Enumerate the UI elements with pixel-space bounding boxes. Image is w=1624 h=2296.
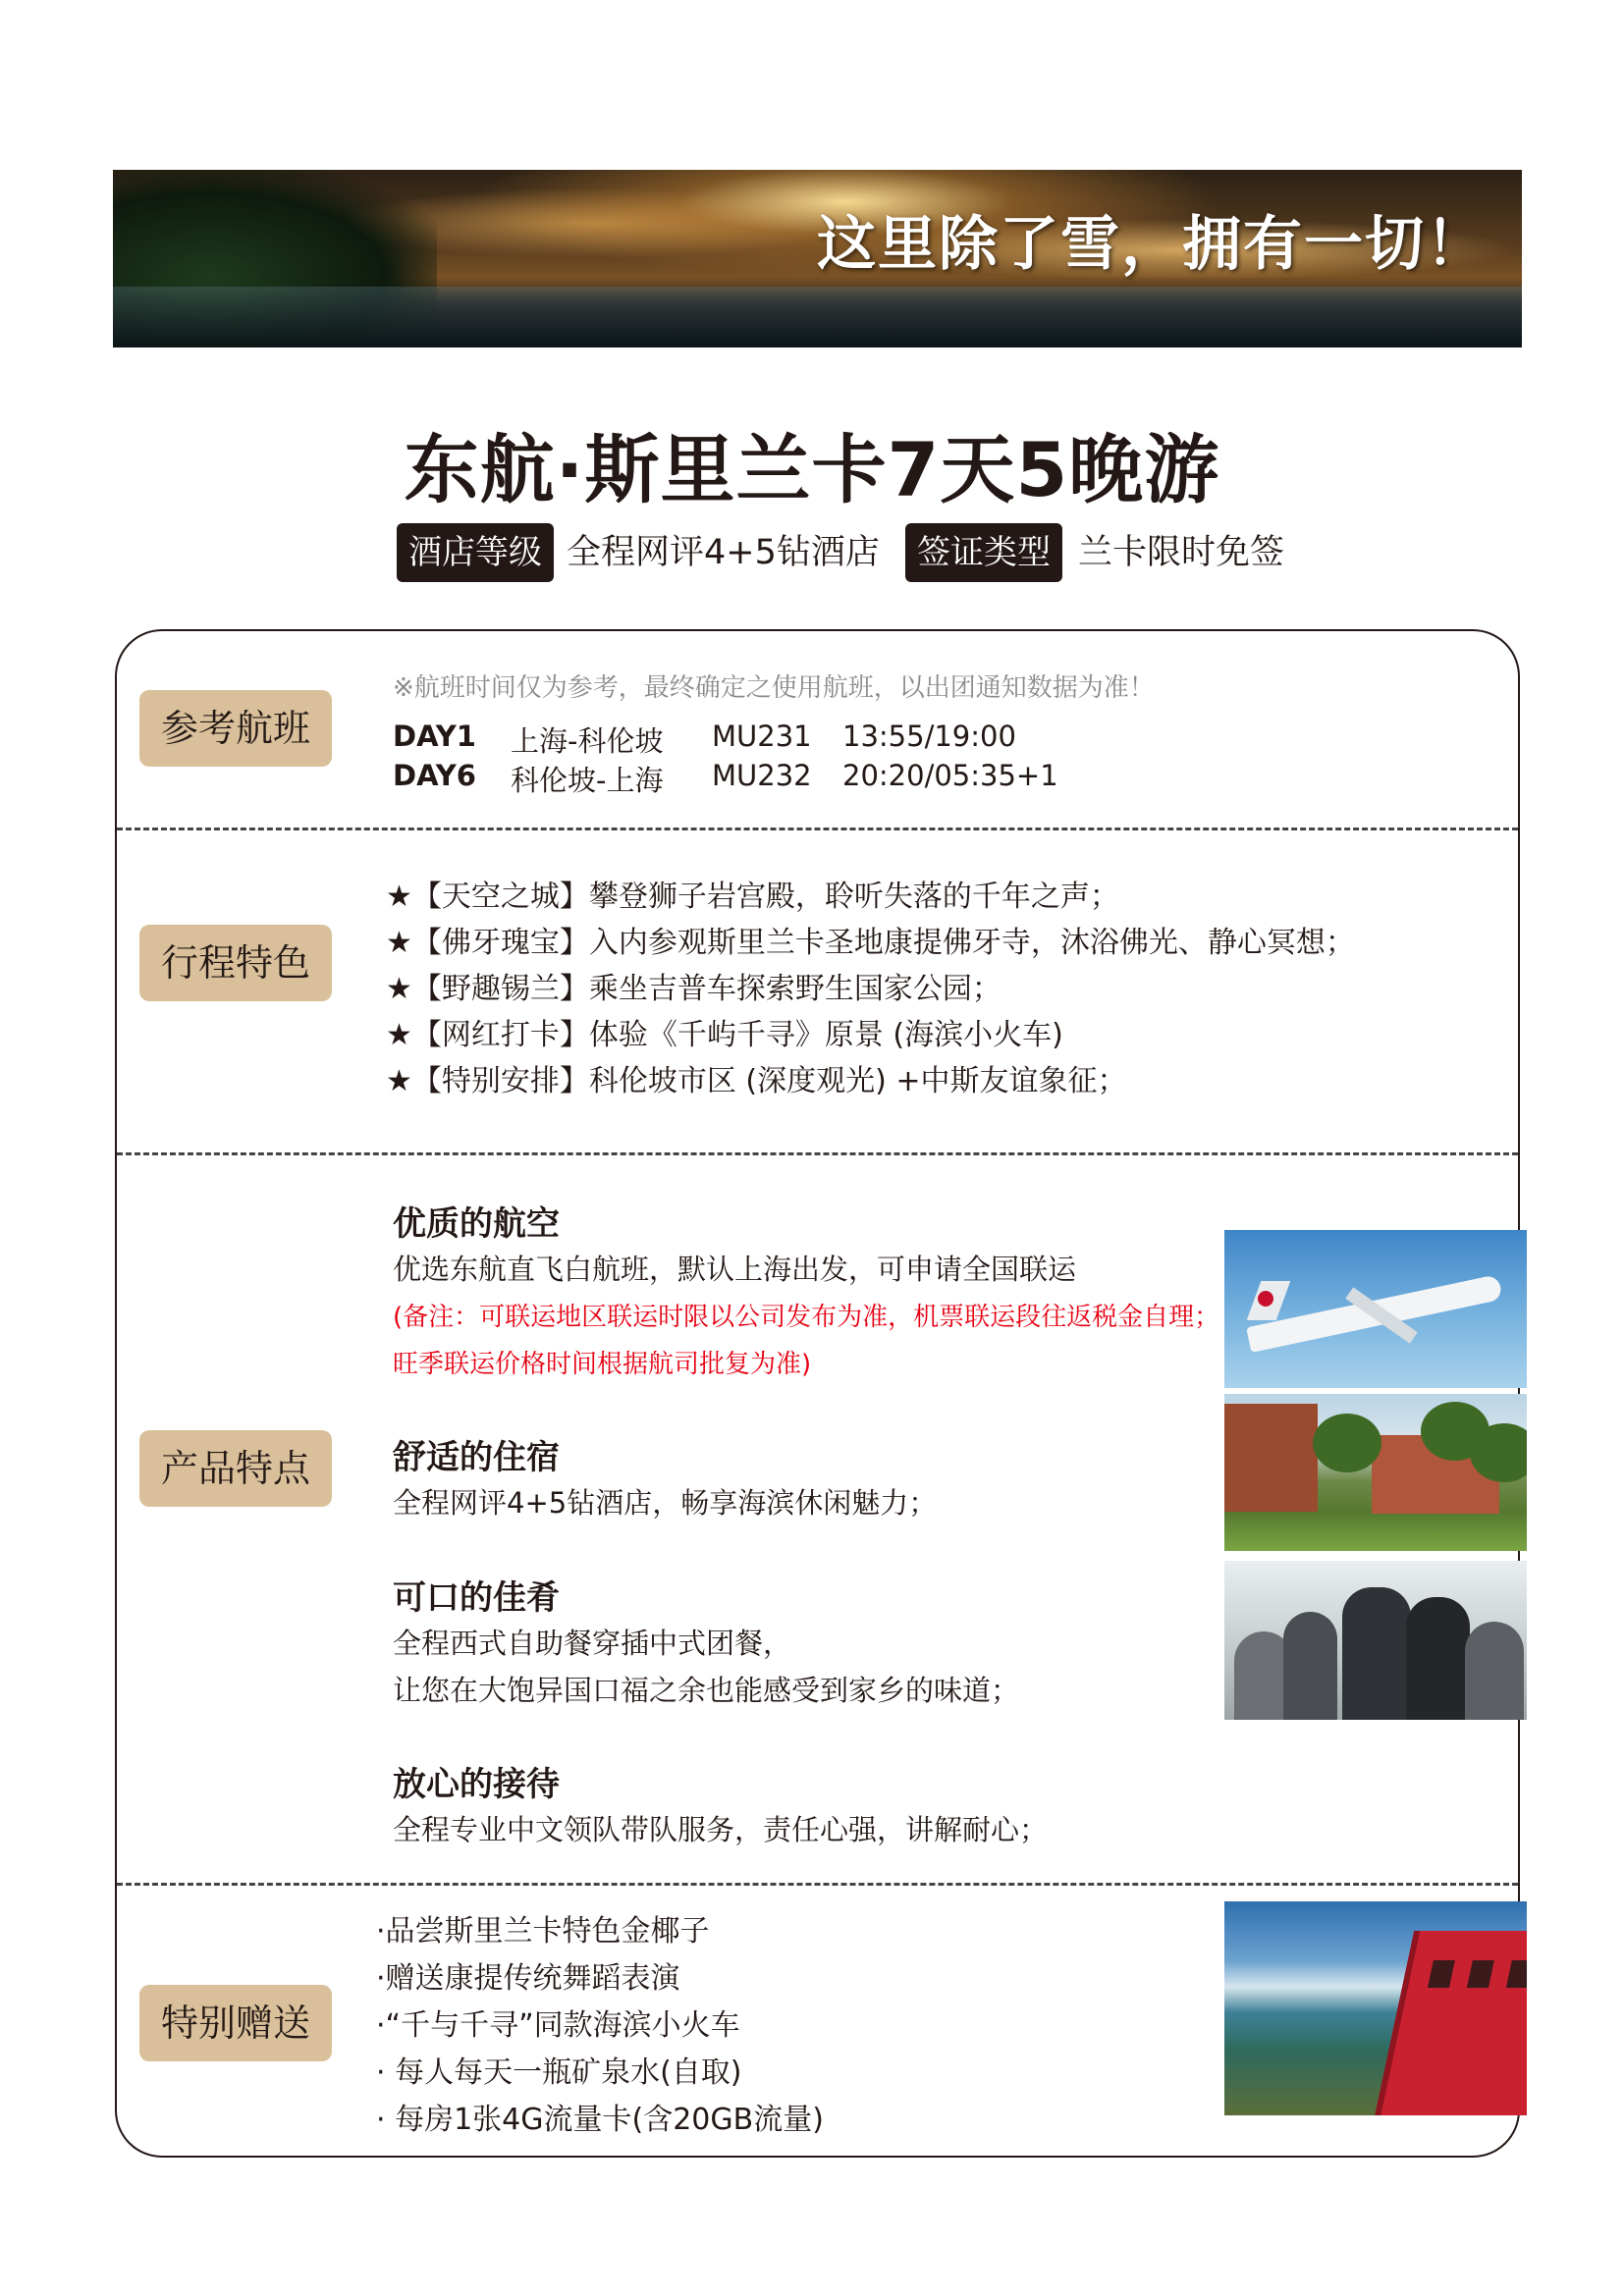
gift-item: ·赠送康提传统舞蹈表演: [376, 1961, 680, 1996]
train-window: [1428, 1960, 1455, 1988]
pool-reflection: [113, 287, 1522, 347]
hotel-photo: [1224, 1394, 1527, 1551]
person-figure: [1342, 1587, 1411, 1720]
hotel-building: [1224, 1404, 1318, 1512]
flight-time: 13:55/19:00: [842, 720, 1016, 753]
highlight-item: ★【野趣锡兰】乘坐吉普车探索野生国家公园；: [386, 972, 1001, 1006]
airplane-photo: [1224, 1230, 1527, 1388]
banner-slogan: 这里除了雪，拥有一切！: [817, 210, 1487, 279]
train-window: [1467, 1960, 1494, 1988]
flight-time: 20:20/05:35+1: [842, 759, 1058, 792]
highlight-item: ★【佛牙瑰宝】入内参观斯里兰卡圣地康提佛牙寺，沐浴佛光、静心冥想；: [386, 926, 1355, 960]
gift-item: ·“千与千寻”同款海滨小火车: [376, 2008, 740, 2043]
flights-note: ※航班时间仅为参考，最终确定之使用航班，以出团通知数据为准！: [393, 673, 1155, 703]
air-text: 优选东航直飞白航班，默认上海出发，可申请全国联运: [393, 1253, 1077, 1286]
section-divider: [117, 828, 1518, 830]
flight-number: MU232: [712, 759, 812, 792]
palm-tree: [1313, 1414, 1381, 1472]
person-figure: [1465, 1622, 1524, 1720]
highlight-item: ★【天空之城】攀登狮子岩宫殿，聆听失落的千年之声；: [386, 880, 1119, 914]
highlight-item: ★【网红打卡】体验《千屿千寻》原景 (海滨小火车): [386, 1018, 1063, 1052]
gift-item: · 每房1张4G流量卡(含20GB流量): [376, 2103, 824, 2137]
page-title: 东航·斯里兰卡7天5晚游: [404, 426, 1220, 513]
air-heading: 优质的航空: [393, 1204, 560, 1244]
food-heading: 可口的佳肴: [393, 1578, 560, 1618]
visa-type-value: 兰卡限时免签: [1078, 533, 1285, 572]
highlights-label: 行程特色: [139, 925, 332, 1001]
reception-photo: [1224, 1561, 1527, 1720]
gift-item: · 每人每天一瓶矿泉水(自取): [376, 2056, 742, 2090]
service-heading: 放心的接待: [393, 1765, 560, 1804]
gifts-label: 特别赠送: [139, 1985, 332, 2061]
food-text: 让您在大饱异国口福之余也能感受到家乡的味道；: [393, 1674, 1020, 1707]
coastal-train-photo: [1224, 1901, 1527, 2115]
flight-day: DAY1: [393, 720, 476, 753]
flight-route: 科伦坡-上海: [511, 764, 664, 797]
train-carriage: [1373, 1931, 1527, 2115]
air-note: (备注：可联运地区联运时限以公司发布为准，机票联运段往返税金自理；: [393, 1303, 1220, 1332]
section-divider: [117, 1883, 1518, 1886]
visa-type-tag: 签证类型: [905, 523, 1062, 582]
person-figure: [1283, 1612, 1337, 1720]
flights-label: 参考航班: [139, 690, 332, 767]
train-window: [1506, 1960, 1527, 1988]
section-divider: [117, 1152, 1518, 1155]
airline-logo-icon: [1258, 1291, 1273, 1307]
header-banner-image: [113, 170, 1522, 347]
stay-heading: 舒适的住宿: [393, 1438, 560, 1477]
person-figure: [1406, 1597, 1470, 1720]
stay-text: 全程网评4+5钻酒店，畅享海滨休闲魅力；: [393, 1486, 938, 1520]
hotel-level-tag: 酒店等级: [397, 523, 554, 582]
flight-number: MU231: [712, 720, 812, 753]
food-text: 全程西式自助餐穿插中式团餐，: [393, 1627, 792, 1660]
service-text: 全程专业中文领队带队服务，责任心强，讲解耐心；: [393, 1813, 1049, 1846]
product-label: 产品特点: [139, 1430, 332, 1507]
flight-route: 上海-科伦坡: [511, 724, 664, 758]
air-note: 旺季联运价格时间根据航司批复为准): [393, 1350, 812, 1379]
flight-day: DAY6: [393, 759, 476, 792]
hotel-level-value: 全程网评4+5钻酒店: [567, 533, 880, 572]
gift-item: ·品尝斯里兰卡特色金椰子: [376, 1914, 710, 1949]
highlight-item: ★【特别安排】科伦坡市区 (深度观光) +中斯友谊象征；: [386, 1064, 1127, 1098]
